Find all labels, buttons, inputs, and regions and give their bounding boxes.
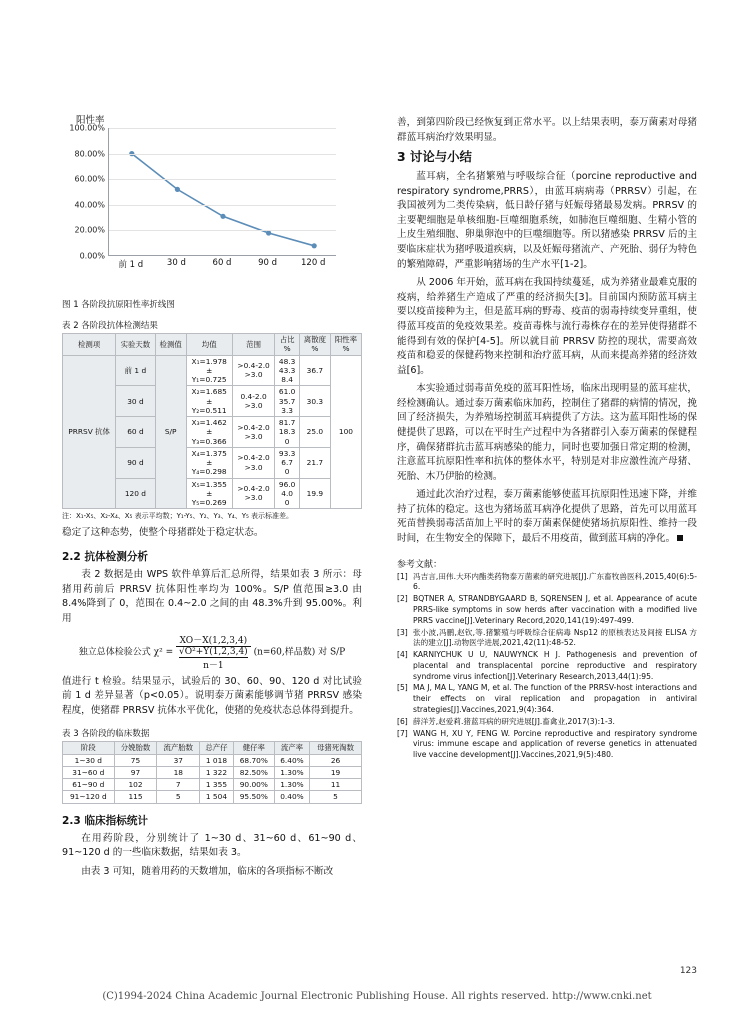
cell-days: 前 1 d bbox=[116, 355, 155, 386]
table3-header-cell: 流产率 bbox=[274, 742, 309, 754]
table3-header-cell: 总产仔 bbox=[200, 742, 234, 754]
cell-disp: 25.0 bbox=[299, 417, 330, 448]
reference-item bbox=[397, 650, 697, 682]
table-antibody-results bbox=[62, 333, 362, 509]
table3-cell: 1.30% bbox=[274, 766, 309, 778]
th-disp: 离散度 % bbox=[299, 334, 330, 356]
formula-denominator bbox=[176, 647, 251, 671]
formula-label: 独立总体检验公式 bbox=[78, 647, 151, 658]
th-value: 检测值 bbox=[155, 334, 186, 356]
reference-number: [6] bbox=[397, 716, 408, 726]
table3-cell: 82.50% bbox=[233, 766, 274, 778]
paragraph-r1: 蓝耳病，全名猪繁殖与呼吸综合征（porcine reproductive and respiratory syndrome,PRRS），由蓝耳病病毒（PRRSV）引起，在我国被列为二类传染病，低日龄仔猪与妊娠母猪最易发病。PRRSV 的主要靶细胞是单核细胞-巨噬细胞系统，如肺泡巨噬细胞、生精小管的上皮生殖细胞、卵巢卵泡中的巨噬细胞等。所以猪感染 PRRSV 后的主要临床症状为猪呼吸道疾病，以及妊娠母猪流产、产死胎、弱仔为特色的繁殖障碍，严重影响猪场的生产水平[1-2]。 bbox=[397, 171, 697, 270]
right-column bbox=[397, 112, 697, 762]
paragraph-right-top: 善，到第四阶段已经恢复到正常水平。以上结果表明，泰万菌素对母猪群蓝耳病治疗效果明显。 bbox=[397, 117, 697, 143]
cell-item: PRRSV 抗体 bbox=[63, 355, 116, 509]
table3-cell: 6.40% bbox=[274, 754, 309, 766]
table3-cell: 68.70% bbox=[233, 754, 274, 766]
page-number: 123 bbox=[679, 966, 697, 976]
reference-item bbox=[397, 717, 697, 728]
chart-x-tick-label: 前 1 d bbox=[118, 260, 144, 270]
paragraph-r2: 从 2006 年开始，蓝耳病在我国持续蔓延，成为养猪业最难克服的疫病，给养猪生产造成了严重的经济损失[3]。目前国内预防蓝耳病主要以疫苗接种为主，但是蓝耳病的野毒、疫苗的弱毒持续变异重组，使得蓝耳疫苗的免疫效果差。疫苗毒株与流行毒株存在的差异使得猪群不能得到有效的保护[4-5]。所以就目前 PRRSV 防控的现状，需要高效疫苗和稳妥的保健药物来控制和治疗蓝耳病，从而来提高养猪的经济效益[6]。 bbox=[397, 277, 697, 376]
cell-range: >0.4-2.0 >3.0 bbox=[232, 447, 275, 478]
chart-y-tick-label: 20.00% bbox=[74, 225, 105, 235]
table3-cell: 90.00% bbox=[233, 779, 274, 791]
cell-range: 0.4-2.0 >3.0 bbox=[232, 386, 275, 417]
chart-title: 阳性率 bbox=[76, 115, 105, 126]
table3-header-cell: 健仔率 bbox=[233, 742, 274, 754]
cell-disp: 30.3 bbox=[299, 386, 330, 417]
paragraph-after-table2: 稳定了这种态势，使整个母猪群处于稳定状态。 bbox=[62, 526, 264, 538]
cell-disp: 36.7 bbox=[299, 355, 330, 386]
reference-item bbox=[397, 729, 697, 761]
chart-gridline bbox=[109, 205, 336, 206]
table3-cell: 1.30% bbox=[274, 779, 309, 791]
reference-item bbox=[397, 572, 697, 594]
th-days: 实验天数 bbox=[116, 334, 155, 356]
chart-y-tick-label: 80.00% bbox=[74, 149, 105, 159]
table3-header-row bbox=[63, 742, 362, 754]
cell-mean: X₃=1.462 ± Y₃=0.366 bbox=[186, 417, 232, 448]
cell-days: 30 d bbox=[116, 386, 155, 417]
table-row bbox=[63, 791, 362, 803]
reference-text: 薛洋芳,赵爱莉.猪蓝耳病的研究进展[J].畜禽业,2017(3):1-3. bbox=[413, 716, 615, 726]
table3-cell: 11 bbox=[310, 779, 362, 791]
chart-y-tick-label: 100.00% bbox=[69, 123, 105, 133]
cell-days: 60 d bbox=[116, 417, 155, 448]
chart-series-line bbox=[109, 128, 337, 256]
heading-2-3: 2.3 临床指标统计 bbox=[62, 814, 149, 827]
table3-cell: 95.50% bbox=[233, 791, 274, 803]
table3-cell: 1~30 d bbox=[63, 754, 115, 766]
table3-cell: 61~90 d bbox=[63, 779, 115, 791]
table3-cell: 5 bbox=[310, 791, 362, 803]
reference-number: [1] bbox=[397, 571, 408, 581]
formula-numerator: XO－X(1,2,3,4) bbox=[176, 633, 251, 647]
cell-range: >0.4-2.0 >3.0 bbox=[232, 478, 275, 509]
reference-text: KARNIYCHUK U U, NAUWYNCK H J. Pathogenesis and prevention of placental and transplacental porcine reproductive and respiratory syndrome virus infection[J].Veterinary Research,2013,44(1):95. bbox=[413, 650, 697, 681]
chart-gridline bbox=[109, 230, 336, 231]
chart-y-tick-label: 60.00% bbox=[74, 174, 105, 184]
table3-header-cell: 母猪死淘数 bbox=[310, 742, 362, 754]
reference-text: WANG H, XU Y, FENG W. Porcine reproductive and respiratory syndrome virus: immune escape and application of reverse genetics in attenuated live vaccine development[J].Vaccines,2021,9(5):480. bbox=[413, 728, 697, 760]
reference-text: 冯吉言,田伟.大环内酯类药物泰万菌素的研究进展[J].广东畜牧兽医科,2015,40(6):5-6. bbox=[413, 571, 697, 592]
reference-item bbox=[397, 594, 697, 626]
table3-cell: 115 bbox=[114, 791, 157, 803]
table3-cell: 1 322 bbox=[200, 766, 234, 778]
formula-fraction bbox=[176, 633, 251, 671]
paragraph-2-2-1: 表 2 数据是由 WPS 软件单算后汇总所得，结果如表 3 所示：母猪用药前后 PRRSV 抗体阳性率均为 100%。S/P 值范围≥3.0 由 8.4%降到了 0，范围在 0.4~2.0 之间的由 48.3%升到 95.00%。利用 bbox=[62, 569, 362, 624]
heading-3-discussion: 3 讨论与小结 bbox=[397, 149, 472, 165]
table3-cell: 91~120 d bbox=[63, 791, 115, 803]
reference-text: BQTNER A, STRANDBYGAARD B, SQRENSEN J, et al. Appearance of acute PRRS-like symptoms in sow herds after vaccination with a modified live PRRS vaccine[J].Veterinary Record,2020,141(19):497-499. bbox=[413, 594, 697, 625]
chart-y-tick-label: 0.00% bbox=[79, 251, 105, 261]
table-row bbox=[63, 754, 362, 766]
table-header-row bbox=[63, 334, 362, 356]
reference-number: [4] bbox=[397, 650, 408, 660]
paragraph-2-3-2: 由表 3 可知，随着用药的天数增加，临床的各项指标不断改 bbox=[81, 865, 334, 877]
cell-disp: 21.7 bbox=[299, 447, 330, 478]
chart-x-tick-label: 30 d bbox=[166, 258, 186, 268]
reference-item bbox=[397, 628, 697, 650]
table3-cell: 1 355 bbox=[200, 779, 234, 791]
chart-x-tick-label: 120 d bbox=[301, 258, 326, 268]
th-mean: 均值 bbox=[186, 334, 232, 356]
formula-denominator-top: √O²+Y(1,2,3,4) bbox=[178, 646, 248, 657]
table3-header-cell: 分娩胎数 bbox=[114, 742, 157, 754]
end-mark-icon bbox=[677, 535, 683, 541]
chart-x-axis-labels bbox=[108, 256, 336, 270]
formula-denominator-bottom: n－1 bbox=[179, 657, 248, 671]
chart-plot-area bbox=[69, 123, 336, 261]
table3-cell: 26 bbox=[310, 754, 362, 766]
chart-gridline bbox=[109, 179, 336, 180]
cell-range: >0.4-2.0 >3.0 bbox=[232, 355, 275, 386]
chart-gridline bbox=[109, 154, 336, 155]
cell-pct: 93.3 6.7 0 bbox=[275, 447, 300, 478]
th-pct: 占比 % bbox=[275, 334, 300, 356]
table3-header-cell: 阶段 bbox=[63, 742, 115, 754]
cell-pct: 96.0 4.0 0 bbox=[275, 478, 300, 509]
reference-text: MA J, MA L, YANG M, et al. The function of the PRRSV-host interactions and their effects on viral replication and propagation in antiviral strategies[J].Vaccines,2021,9(4):364. bbox=[413, 683, 697, 714]
copyright-footer: (C)1994-2024 China Academic Journal Electronic Publishing House. All rights reserved. http://www.cnki.net bbox=[102, 991, 652, 1002]
chart-y-tick-label: 40.00% bbox=[74, 200, 105, 210]
table-row bbox=[63, 779, 362, 791]
chart-x-tick-label: 60 d bbox=[212, 258, 232, 268]
th-pos: 阳性率 % bbox=[330, 334, 361, 356]
left-column bbox=[62, 112, 362, 879]
paragraph-r4-text: 通过此次治疗过程，泰万菌素能够使蓝耳抗原阳性迅速下降，并维持了抗体的稳定。这也为猪场蓝耳病净化提供了思路，首先可以用蓝耳死苗替换弱毒活苗加上平时的泰万菌素保健使猪场抗原阳性、维持一段时间，在生物安全的保障下，最后不用疫苗，做到蓝耳病的净化。 bbox=[397, 489, 697, 545]
cell-pct: 61.0 35.7 3.3 bbox=[275, 386, 300, 417]
cell-mean: X₁=1.978 ± Y₁=0.725 bbox=[186, 355, 232, 386]
reference-item bbox=[397, 683, 697, 715]
table3-cell: 7 bbox=[157, 779, 200, 791]
formula-chi-square bbox=[62, 633, 362, 671]
line-chart bbox=[62, 112, 362, 292]
paragraph-2-2-2: 值进行 t 检验。结果显示，试验后的 30、60、90、120 d 对比试验前 1 d 差异显著（p<0.05）。说明泰万菌素能够调节猪 PRRSV 感染程度，使猪群 PRRSV 抗体水平优化，使猪的免疫状态总体得到提升。 bbox=[62, 675, 362, 716]
references-title: 参考文献： bbox=[397, 559, 443, 570]
reference-number: [3] bbox=[397, 627, 408, 637]
table3-cell: 1 504 bbox=[200, 791, 234, 803]
reference-number: [2] bbox=[397, 594, 408, 604]
table2-caption: 表 2 各阶段抗体检测结果 bbox=[62, 321, 158, 331]
table3-cell: 31~60 d bbox=[63, 766, 115, 778]
cell-disp: 19.9 bbox=[299, 478, 330, 509]
paragraph-r4 bbox=[397, 488, 697, 546]
reference-text: 张小波,冯鹏,赵钦,等.猪繁殖与呼吸综合征病毒 Nsp12 的原核表达及间接 ELISA 方法的建立[J].动物医学进展,2021,42(11):48-52. bbox=[413, 627, 697, 648]
table3-cell: 75 bbox=[114, 754, 157, 766]
cell-positive-rate: 100 bbox=[330, 355, 361, 509]
cell-mean: X₂=1.685 ± Y₂=0.511 bbox=[186, 386, 232, 417]
table3-header-cell: 流产胎数 bbox=[157, 742, 200, 754]
cell-mean: X₄=1.375 ± Y₄=0.298 bbox=[186, 447, 232, 478]
formula-tail: (n=60,样品数) 对 S/P bbox=[253, 647, 346, 658]
cell-pct: 81.7 18.3 0 bbox=[275, 417, 300, 448]
table3-cell: 102 bbox=[114, 779, 157, 791]
cell-mean: X₅=1.355 ± Y₅=0.269 bbox=[186, 478, 232, 509]
table3-cell: 37 bbox=[157, 754, 200, 766]
table2-note: 注：X₁-X₅、X₂-X₄、X₅ 表示平均数；Y₁-Y₅、Y₂、Y₃、Y₄、Y₅ 表示标准差。 bbox=[62, 512, 293, 521]
table3-cell: 0.40% bbox=[274, 791, 309, 803]
table3-cell: 5 bbox=[157, 791, 200, 803]
cell-pct: 48.3 43.3 8.4 bbox=[275, 355, 300, 386]
table3-cell: 97 bbox=[114, 766, 157, 778]
chart-gridline bbox=[109, 128, 336, 129]
table-row bbox=[63, 766, 362, 778]
heading-2-2: 2.2 抗体检测分析 bbox=[62, 551, 149, 564]
cell-value-type: S/P bbox=[155, 355, 186, 509]
reference-number: [5] bbox=[397, 683, 408, 693]
table3-cell: 1 018 bbox=[200, 754, 234, 766]
paragraph-r3: 本实验通过弱毒苗免疫的蓝耳阳性场，临床出现明显的蓝耳症状，经检测确认。通过泰万菌素临床加药，控制住了猪群的病情的情况，挽回了经济损失，为养殖场控制蓝耳病提供了方法。这为蓝耳阳性场的保健提供了思路，可以在平时生产过程中为各猪群引入泰万菌素的保健程序，确保猪群抗击蓝耳病感染的能力，同时也要加强日常定期的检测，注意蓝耳抗原阳性率和抗体的整体水平，特别是对非应激性流产母猪、死胎、木乃伊胎的检测。 bbox=[397, 383, 697, 482]
chart-x-tick-label: 90 d bbox=[258, 258, 278, 268]
th-item: 检测项 bbox=[63, 334, 116, 356]
cell-days: 90 d bbox=[116, 447, 155, 478]
references-list bbox=[397, 572, 697, 761]
cell-days: 120 d bbox=[116, 478, 155, 509]
th-range: 范围 bbox=[232, 334, 275, 356]
reference-number: [7] bbox=[397, 728, 408, 738]
paragraph-2-3-1: 在用药阶段，分别统计了 1~30 d、31~60 d、61~90 d、91~120 d 的一些临床数据，结果如表 3。 bbox=[62, 832, 362, 859]
table-clinical-data bbox=[62, 741, 362, 803]
table3-cell: 18 bbox=[157, 766, 200, 778]
table3-caption: 表 3 各阶段的临床数据 bbox=[62, 729, 150, 740]
table3-cell: 19 bbox=[310, 766, 362, 778]
formula-lhs: χ² = bbox=[153, 647, 174, 658]
table-row bbox=[63, 355, 362, 386]
cell-range: >0.4-2.0 >3.0 bbox=[232, 417, 275, 448]
figure-caption: 图 1 各阶段抗原阳性率折线图 bbox=[62, 300, 175, 310]
